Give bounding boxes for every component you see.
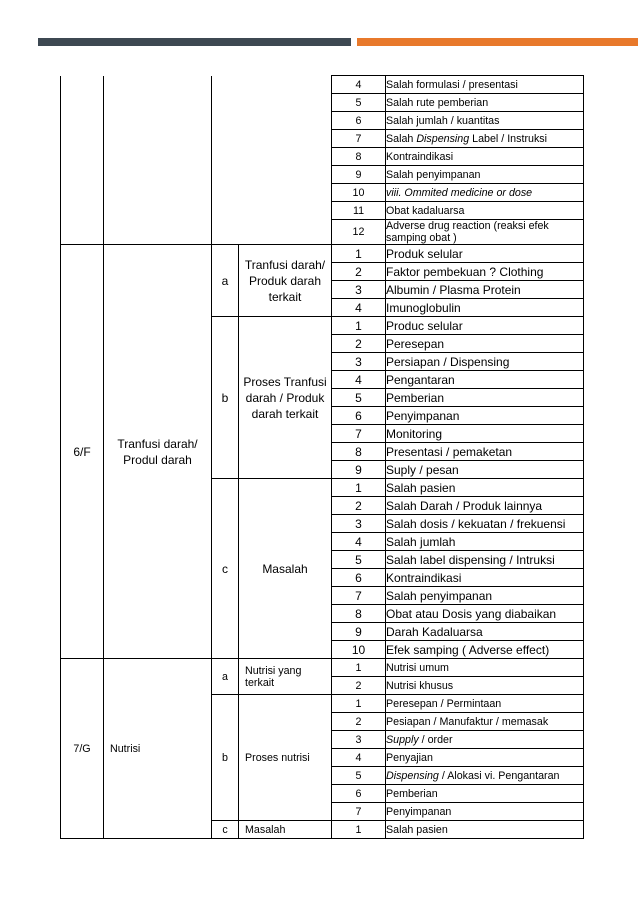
item-number: 1 [332,317,386,335]
item-description: Pengantaran [386,371,584,389]
item-description: Pemberian [386,785,584,803]
item-description: Salah dosis / kekuatan / frekuensi [386,515,584,533]
item-number: 4 [332,749,386,767]
item-description: Nutrisi khusus [386,677,584,695]
group-letter: b [212,317,239,479]
group-title: Masalah [239,821,332,839]
item-description: Salah jumlah / kuantitas [386,112,584,130]
text-segment: / order [418,733,453,746]
table-row [61,659,584,677]
italic-text: Supply [386,733,419,746]
item-description: Kontraindikasi [386,148,584,166]
item-number: 8 [332,148,386,166]
group-letter: a [212,659,239,695]
item-description: Produk selular [386,245,584,263]
item-description [386,130,584,148]
group-title: Masalah [239,479,332,659]
item-description: Salah pasien [386,821,584,839]
group-letter: b [212,695,239,821]
item-number: 1 [332,659,386,677]
item-description [386,767,584,785]
item-number: 7 [332,803,386,821]
item-number: 7 [332,130,386,148]
item-description: Kontraindikasi [386,569,584,587]
italic-text: viii. Ommited medicine or dose [386,186,533,199]
item-description: Darah Kadaluarsa [386,623,584,641]
item-description: Obat atau Dosis yang diabaikan [386,605,584,623]
item-description: Nutrisi umum [386,659,584,677]
continued-code-cell [61,76,104,245]
item-description: Pesiapan / Manufaktur / memasak [386,713,584,731]
item-number: 6 [332,785,386,803]
item-description: Produc selular [386,317,584,335]
item-number: 2 [332,677,386,695]
group-title: Tranfusi darah/ Produk darah terkait [239,245,332,317]
item-number: 4 [332,76,386,94]
item-number: 5 [332,389,386,407]
item-number: 6 [332,407,386,425]
item-number: 5 [332,94,386,112]
item-description: Penyimpanan [386,407,584,425]
item-description: Imunoglobulin [386,299,584,317]
item-number: 1 [332,821,386,839]
item-number: 9 [332,623,386,641]
continued-category-cell [104,76,212,245]
item-number: 9 [332,166,386,184]
section-code: 7/G [61,659,104,839]
item-description: Salah Darah / Produk lainnya [386,497,584,515]
item-description [386,184,584,202]
item-number: 12 [332,220,386,245]
item-description: Penyajian [386,749,584,767]
item-description: Peresepan / Permintaan [386,695,584,713]
item-description: Pemberian [386,389,584,407]
item-number: 1 [332,479,386,497]
item-number: 1 [332,695,386,713]
text-segment: / Alokasi vi. Pengantaran [438,769,560,782]
item-number: 9 [332,461,386,479]
item-number: 7 [332,587,386,605]
section-name: Nutrisi [104,659,212,839]
item-number: 2 [332,335,386,353]
item-description: Salah penyimpanan [386,166,584,184]
text-segment: Label / Instruksi [469,132,548,145]
item-number: 4 [332,371,386,389]
table-row [61,76,584,94]
item-description: Salah rute pemberian [386,94,584,112]
item-description: Efek samping ( Adverse effect) [386,641,584,659]
item-number: 4 [332,533,386,551]
item-number: 6 [332,569,386,587]
item-number: 7 [332,425,386,443]
item-number: 4 [332,299,386,317]
item-description: Peresepan [386,335,584,353]
group-letter: a [212,245,239,317]
item-number: 5 [332,551,386,569]
item-number: 2 [332,497,386,515]
item-description: Suply / pesan [386,461,584,479]
item-description: Presentasi / pemaketan [386,443,584,461]
group-title: Nutrisi yang terkait [239,659,332,695]
item-number: 2 [332,263,386,281]
item-number: 10 [332,641,386,659]
table-body [61,76,584,839]
item-number: 10 [332,184,386,202]
header-bar-dark [38,38,351,46]
item-description: Albumin / Plasma Protein [386,281,584,299]
item-description: Persiapan / Dispensing [386,353,584,371]
item-description: Adverse drug reaction (reaksi efek samping obat ) [386,220,584,245]
item-number: 6 [332,112,386,130]
item-description: Salah jumlah [386,533,584,551]
section-name: Tranfusi darah/ Produl darah [104,245,212,659]
item-description: Salah formulasi / presentasi [386,76,584,94]
item-description [386,731,584,749]
section-code: 6/F [61,245,104,659]
header-bar-accent [357,38,638,46]
item-number: 2 [332,713,386,731]
table-row [61,245,584,263]
item-number: 5 [332,767,386,785]
item-number: 3 [332,731,386,749]
item-description: Salah penyimpanan [386,587,584,605]
item-description: Monitoring [386,425,584,443]
item-number: 8 [332,443,386,461]
item-description: Salah pasien [386,479,584,497]
classification-table [60,75,584,839]
italic-text: Dispensing [386,769,439,782]
item-description: Faktor pembekuan ? Clothing [386,263,584,281]
group-letter: c [212,821,239,839]
item-description: Penyimpanan [386,803,584,821]
item-number: 1 [332,245,386,263]
italic-text: Dispensing [416,132,470,145]
item-number: 3 [332,281,386,299]
item-number: 3 [332,515,386,533]
group-letter: c [212,479,239,659]
item-number: 11 [332,202,386,220]
continued-subcategory-cell [212,76,332,245]
item-number: 3 [332,353,386,371]
text-segment: Salah [386,132,417,145]
group-title: Proses nutrisi [239,695,332,821]
group-title: Proses Tranfusi darah / Produk darah terkait [239,317,332,479]
item-description: Salah label dispensing / Intruksi [386,551,584,569]
item-description: Obat kadaluarsa [386,202,584,220]
item-number: 8 [332,605,386,623]
